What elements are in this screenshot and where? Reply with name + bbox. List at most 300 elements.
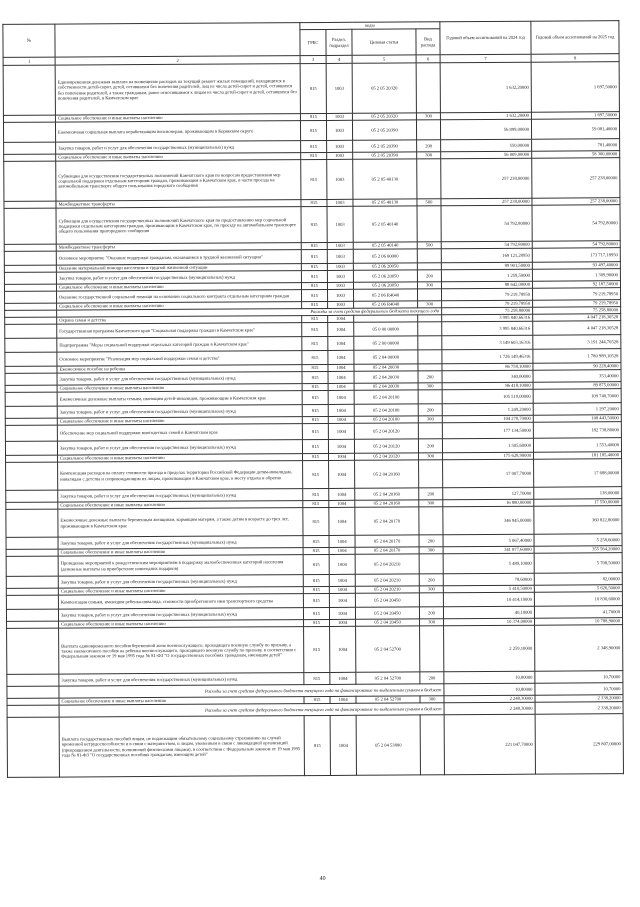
cell-amount-2025: 182 738,80000 <box>533 422 621 439</box>
cell-name: Государственная программа Камчатского края "Социальная поддержка граждан в Камчатском крае" <box>57 323 302 338</box>
header-celevaya: Целевая статья <box>352 29 416 55</box>
cell-name: Ежемесячное пособие на ребенка <box>57 365 302 373</box>
cell-razdel: 1003 <box>327 206 353 242</box>
cell-grbs: 815 <box>302 439 328 453</box>
cell-razdel: 1004 <box>329 460 355 488</box>
cell-amount-2024: 89 901,50000 <box>441 262 532 270</box>
cell-name: Закупка товаров, работ и услуг для обеспечения государственных (муниципальных) нужд <box>57 440 302 455</box>
cell-amount-2025: 5 258,60000 <box>534 534 622 547</box>
header-year-2025: Годовой объем ассигнований на 2025 год <box>531 21 619 55</box>
cell-vid: 200 <box>417 140 441 152</box>
cell-num <box>7 717 59 777</box>
cell-name: Ежемесячные денежные выплаты беременным женщинам, кормящим матерям, а также детям в возрасте до трех лет, проживающим в Камчатском крае <box>58 508 303 537</box>
cell-name: Основное мероприятие "Реализация мер социальной поддержки семьи и детства" <box>57 351 302 366</box>
cell-razdel: 1004 <box>329 488 355 500</box>
header-codes-group: коды <box>300 22 440 30</box>
cell-celevaya: 05 0 00 00000 <box>354 322 418 336</box>
cell-razdel: 1004 <box>329 453 355 460</box>
cell-razdel: 1003 <box>327 282 353 289</box>
cell-grbs: 815 <box>302 289 328 301</box>
cell-razdel: 1003 <box>326 113 352 120</box>
cell-num <box>5 352 57 366</box>
table-header <box>3 21 619 66</box>
cell-razdel: 1003 <box>327 270 353 282</box>
cell-grbs: 815 <box>301 242 327 249</box>
cell-num <box>5 338 57 352</box>
cell-amount-2024: 3 149 603,16316 <box>442 335 533 350</box>
colnum-6: 6 <box>416 55 440 63</box>
cell-celevaya: 05 2 05 20390 <box>352 120 416 140</box>
cell-razdel: 1004 <box>329 547 355 554</box>
table-row <box>3 62 619 116</box>
cell-amount-2025: 79 219,78950 <box>533 288 621 301</box>
table-body <box>3 62 623 778</box>
cell-amount-2024: 1 726 149,46316 <box>442 349 533 364</box>
cell-name: Социальное обеспечение и иные выплаты населению <box>58 501 303 509</box>
cell-vid <box>418 322 442 336</box>
cell-celevaya: 05 2 04 20100 <box>354 404 418 416</box>
cell-razdel: 1004 <box>330 619 356 626</box>
cell-amount-2024: 1 632,20000 <box>440 112 531 120</box>
cell-name: Закупка товаров, работ и услуг для обеспечения государственных (муниципальных) нужд <box>58 608 303 621</box>
cell-grbs: 815 <box>303 554 329 574</box>
cell-vid <box>418 390 442 404</box>
cell-celevaya: 05 2 05 20390 <box>353 140 417 152</box>
cell-name: Ежемесячная социальная выплата неработающим пенсионерам, проживающим в Корякском округе <box>55 121 300 142</box>
cell-vid: 300 <box>417 152 441 159</box>
cell-grbs: 815 <box>300 113 326 120</box>
cell-name: Оказание государственной социальной помощи на основании социального контракта отдельным категориям граждан <box>57 290 302 303</box>
cell-name: Социальное обеспечение и иные выплаты населению <box>57 384 302 392</box>
cell-grbs: 815 <box>301 159 327 199</box>
cell-name: Социальное обеспечение и иные выплаты населению <box>55 114 300 122</box>
cell-grbs: 815 <box>301 263 327 270</box>
cell-razdel: 1004 <box>330 672 356 684</box>
cell-amount-2025: 10 830,60000 <box>534 592 622 607</box>
cell-name: Межбюджетные трансферты <box>56 243 301 251</box>
header-razdel: Раздел, подраздел <box>326 29 352 55</box>
cell-num <box>4 208 56 244</box>
cell-razdel: 1004 <box>329 535 355 547</box>
cell-amount-2025: 90 228,40000 <box>533 363 621 371</box>
cell-amount-2024: 10 414,10000 <box>443 592 534 607</box>
cell-vid: 300 <box>417 282 441 289</box>
cell-grbs: 815 <box>303 460 329 488</box>
cell-celevaya: 05 2 05 40140 <box>353 206 417 242</box>
table-row <box>6 459 622 491</box>
cell-amount-2025: 82,00000 <box>534 573 622 586</box>
cell-num <box>4 161 56 201</box>
cell-grbs: 815 <box>304 626 330 672</box>
cell-grbs: 815 <box>301 199 327 206</box>
table-row <box>7 714 623 778</box>
cell-amount-2025: 5 626,50000 <box>534 585 622 593</box>
cell-amount-2024: 341 877,60000 <box>443 546 534 554</box>
cell-razdel: 1004 <box>328 322 354 336</box>
cell-name: Закупка товаров, работ и услуг для обеспечения государственных (муниципальных) нужд <box>56 271 301 284</box>
cell-amount-2025: 92 187,50000 <box>532 281 620 289</box>
cell-celevaya: 05 2 04 20210 <box>355 554 419 574</box>
cell-amount-2025: 4 047 218,30528 <box>533 314 621 322</box>
cell-razdel: 1004 <box>329 593 355 607</box>
cell-name: Компенсация семьям, имеющим ребенка-инвалида, стоимости приобретенного ими транспортного средства <box>58 594 303 609</box>
cell-celevaya: 05 2 04 20030 <box>354 364 418 371</box>
header-name <box>55 23 300 57</box>
cell-amount-2025: 109 740,70000 <box>533 389 621 404</box>
cell-grbs: 815 <box>300 63 326 113</box>
cell-grbs: 815 <box>300 120 326 140</box>
cell-razdel: 1003 <box>327 242 353 249</box>
cell-razdel: 1004 <box>328 390 354 404</box>
cell-vid: 500 <box>417 199 441 206</box>
cell-name: Закупка товаров, работ и услуг для обеспечения государственных (муниципальных) нужд <box>58 575 303 588</box>
cell-vid: 300 <box>419 500 443 507</box>
cell-vid: 200 <box>418 439 442 453</box>
cell-grbs: 815 <box>302 423 328 439</box>
cell-grbs: 815 <box>302 383 328 390</box>
cell-vid <box>416 63 440 113</box>
table-row <box>6 506 622 538</box>
cell-amount-2024: 17 007,70000 <box>443 459 534 488</box>
cell-vid <box>417 206 441 242</box>
cell-num <box>5 392 57 406</box>
cell-num <box>6 609 58 621</box>
cell-name: Оказание материальной помощи населению в трудной жизненной ситуации <box>56 264 301 272</box>
cell-celevaya: 05 2 05 40130 <box>353 199 417 206</box>
cell-vid: 200 <box>419 607 443 619</box>
cell-num <box>4 272 56 284</box>
cell-razdel: 1003 <box>327 152 353 159</box>
cell-note-text: Расходы за счет средств федерального бюджета текущего года на финансирование по выделенным суммам в бюджет <box>59 703 444 717</box>
cell-grbs: 815 <box>303 607 329 619</box>
cell-amount-2024: 257 238,00000 <box>441 158 532 199</box>
cell-amount-2025: 75 258,80000 <box>533 307 621 315</box>
cell-amount-2024: 5 410,50000 <box>443 585 534 593</box>
cell-name: Ежемесячные денежные выплаты семьям, имеющим детей-инвалидов, проживающим в Камчатском крае <box>57 391 302 406</box>
cell-amount-2024: 86 418,10000 <box>442 382 533 390</box>
cell-num <box>3 122 55 142</box>
cell-amount-2025: 10 788,90000 <box>535 618 623 626</box>
cell-num <box>4 142 56 154</box>
cell-razdel: 1004 <box>328 416 354 423</box>
cell-amount-2024: 79 219,78950 <box>442 300 533 308</box>
cell-grbs: 815 <box>302 404 328 416</box>
cell-grbs: 815 <box>302 322 328 336</box>
cell-name: Проведение мероприятий к рождественским мероприятиям в поддержку малообеспеченных категорий населения (денежные выплаты на приобретение новогодних подарков) <box>58 555 303 576</box>
cell-grbs: 815 <box>302 336 328 350</box>
cell-razdel: 1003 <box>328 289 354 301</box>
cell-amount-2024: 257 238,00000 <box>441 198 532 206</box>
cell-celevaya: 05 2 00 00000 <box>354 336 418 350</box>
colnum-8: 8 <box>531 54 619 63</box>
cell-name: Социальное обеспечение и иные выплаты населению <box>59 620 304 628</box>
cell-amount-2025: 58 300,00000 <box>532 151 620 159</box>
cell-amount-2025: 93 497,40000 <box>532 262 620 270</box>
cell-celevaya: 05 2 04 20450 <box>355 593 419 607</box>
cell-num <box>5 441 57 455</box>
cell-razdel: 1003 <box>327 159 353 199</box>
cell-grbs: 815 <box>302 371 328 383</box>
cell-razdel: 1003 <box>327 263 353 270</box>
cell-amount-2025: 2 348,90000 <box>535 625 623 672</box>
cell-amount-2025: 1 309,90000 <box>532 269 620 282</box>
cell-amount-2025: 781,40000 <box>532 139 620 152</box>
cell-vid <box>417 249 441 263</box>
cell-amount-2024: 1 259,50000 <box>441 269 532 282</box>
cell-razdel: 1004 <box>330 715 356 775</box>
cell-celevaya: 05 2 04 20170 <box>355 507 419 535</box>
cell-amount-2024: 346 945,00000 <box>443 506 534 535</box>
cell-celevaya: 05 2 04 00000 <box>354 350 418 364</box>
cell-amount-2025: 41,70000 <box>534 606 622 619</box>
cell-vid <box>419 507 443 535</box>
cell-amount-2025: 181 185,40000 <box>534 452 622 460</box>
cell-grbs: 815 <box>301 152 327 159</box>
cell-vid: 200 <box>419 535 443 547</box>
cell-amount-2025: 10,70000 <box>535 671 623 684</box>
cell-grbs: 815 <box>304 715 330 775</box>
cell-celevaya: 05 2 04 52700 <box>356 626 420 672</box>
cell-num <box>7 705 59 717</box>
cell-grbs: 815 <box>303 507 329 535</box>
table-row <box>7 625 623 675</box>
cell-celevaya: 05 2 04 20450 <box>355 607 419 619</box>
cell-vid: 300 <box>420 619 444 626</box>
cell-vid: 300 <box>416 113 440 120</box>
cell-amount-2025: 229 807,00000 <box>535 714 623 775</box>
cell-amount-2024: 169 121,28950 <box>441 248 532 263</box>
cell-amount-2024: 221 047,70000 <box>444 714 535 775</box>
cell-amount-2024: 3 995 840,66316 <box>442 314 533 322</box>
colnum-3: 3 <box>300 55 326 63</box>
cell-grbs: 815 <box>303 453 329 460</box>
cell-amount-2025: 59 081,40000 <box>531 119 619 140</box>
cell-celevaya: 05 2 04 53800 <box>356 715 420 775</box>
cell-num <box>5 425 57 441</box>
cell-amount-2024: 3 995 840,66316 <box>442 321 533 336</box>
cell-name: Единовременная денежная выплата на возмещение расходов на текущий ремонт жилых помещений, находящихся в собственности детей-сирот, детей, оставшихся без попечения родителей, лиц из числа детей-сирот и детей, оставшихся без попечения родителей, а также гражданам, ранее относившимся к лицам из числа детей-сирот и детей, оставшихся без попечения родителей, в Камчатском крае <box>55 64 300 115</box>
cell-amount-2024: 1 249,20000 <box>442 403 533 416</box>
cell-grbs: 815 <box>304 696 330 703</box>
cell-razdel: 1004 <box>329 574 355 586</box>
cell-amount-2024: 175 628,90000 <box>443 452 534 460</box>
cell-celevaya: 05 2 04 52700 <box>356 696 420 703</box>
cell-razdel: 1004 <box>329 500 355 507</box>
table-row <box>4 205 620 245</box>
cell-grbs: 815 <box>302 364 328 371</box>
cell-name: Закупка товаров, работ и услуг для обеспечения государственных (муниципальных) нужд <box>58 489 303 502</box>
cell-amount-2024: 10,80000 <box>444 671 535 684</box>
cell-celevaya: 05 2 05 40140 <box>353 242 417 249</box>
cell-amount-2025: 353,40000 <box>533 370 621 383</box>
cell-name: Субвенции для осуществления государственных полномочий Камчатского края по предоставлению мер социальной поддержки отдельным категориям граждан, проживающим в Камчатском крае, по проезду на автомобильном транспорте общего пользования пригородного сообщения <box>56 207 301 244</box>
cell-celevaya: 05 2 04 20030 <box>354 383 418 390</box>
cell-num <box>5 406 57 418</box>
cell-grbs: 815 <box>301 140 327 152</box>
cell-num <box>5 291 57 303</box>
cell-vid: 300 <box>418 416 442 423</box>
cell-name: Выплата единовременного пособия беременной жене военнослужащего, проходящего военную службу по призыву, а также ежемесячного пособия на ребенка военнослужащего, проходящего военную службу по призыву, в соответствии с Федеральным законом от 19 мая 1995 года № 81-ФЗ "О государственных пособиях гражданам, имеющим детей" <box>59 627 304 674</box>
budget-table <box>2 20 624 778</box>
cell-amount-2024: 54 792,80000 <box>441 241 532 249</box>
cell-amount-2025: 1 553,40000 <box>533 438 621 453</box>
cell-grbs: 815 <box>301 206 327 242</box>
cell-num <box>6 490 58 502</box>
cell-razdel: 1004 <box>328 404 354 416</box>
cell-amount-2024: 16 880,00000 <box>443 499 534 507</box>
cell-num <box>6 576 58 588</box>
cell-celevaya: 05 2 05 20390 <box>353 152 417 159</box>
cell-vid <box>419 460 443 488</box>
cell-amount-2024: 56 899,00000 <box>441 119 532 140</box>
cell-razdel: 1004 <box>328 350 354 364</box>
cell-num <box>7 686 59 698</box>
cell-amount-2025: 17 550,00000 <box>534 499 622 507</box>
cell-amount-2025: 2 338,20000 <box>535 695 623 703</box>
cell-num <box>5 324 57 338</box>
cell-celevaya: 05 2 06 00000 <box>353 249 417 263</box>
cell-name: Закупка товаров, работ и услуг для обеспечения государственных (муниципальных) нужд <box>58 536 303 549</box>
cell-name: Социальное обеспечение и иные выплаты населению <box>58 587 303 595</box>
cell-grbs: 815 <box>302 350 328 364</box>
cell-num <box>7 628 59 674</box>
colnum-2: 2 <box>55 56 300 65</box>
cell-amount-2025: 257 238,00000 <box>532 198 620 206</box>
cell-name: Социальное обеспечение и иные выплаты населению <box>56 153 301 161</box>
cell-vid <box>419 554 443 574</box>
cell-num <box>3 65 55 115</box>
cell-num <box>6 595 58 609</box>
cell-vid <box>418 350 442 364</box>
cell-name: Социальное обеспечение и иные выплаты населению <box>57 302 302 310</box>
cell-amount-2025: 138,00000 <box>534 487 622 500</box>
cell-razdel: 1004 <box>328 423 354 439</box>
cell-amount-2024: 550,00000 <box>441 139 532 152</box>
cell-grbs: 815 <box>303 574 329 586</box>
header-grbs: ГРБС <box>300 29 326 55</box>
cell-num <box>6 509 58 537</box>
cell-amount-2025: 1 697,50000 <box>531 112 619 120</box>
table-row <box>4 158 620 202</box>
cell-amount-2025: 257 238,00000 <box>532 158 620 199</box>
cell-razdel: 1003 <box>326 120 352 140</box>
cell-grbs: 815 <box>301 249 327 263</box>
cell-amount-2024: 1 505,60000 <box>442 438 533 453</box>
cell-vid: 300 <box>418 301 442 308</box>
cell-razdel: 1003 <box>326 63 352 113</box>
cell-amount-2024: 86 758,10000 <box>442 363 533 371</box>
cell-vid: 300 <box>420 696 444 703</box>
cell-celevaya: 05 2 04 20170 <box>355 535 419 547</box>
cell-grbs: 815 <box>301 270 327 282</box>
cell-num <box>6 462 58 490</box>
cell-razdel: 1004 <box>328 439 354 453</box>
cell-grbs: 815 <box>304 672 330 684</box>
cell-razdel: 1003 <box>328 301 354 308</box>
cell-amount-2025: 17 688,00000 <box>534 459 622 488</box>
cell-vid <box>417 159 441 199</box>
cell-name: Социальное обеспечение и иные выплаты населению <box>57 417 302 425</box>
cell-name: Закупка товаров, работ и услуг для обеспечения государственных (муниципальных) нужд <box>56 141 301 154</box>
cell-razdel: 1004 <box>328 315 354 322</box>
cell-name: Выплата государственных пособий лицам, не подлежащим обязательному социальному страхованию на случай временной нетрудоспособности и в связи с материнством, и лицам, уволенным в связи с ликвидацией организаций (прекращением деятельности, полномочий физическими лицами), в соответствии с Федеральным законом от 19 мая 1995 года № 81-ФЗ "О государственных пособиях гражданам, имеющим детей" <box>59 716 304 777</box>
cell-name: Социальное обеспечение и иные выплаты населению <box>59 697 304 705</box>
cell-amount-2025: 79 219,78950 <box>533 300 621 308</box>
cell-razdel: 1003 <box>327 140 353 152</box>
cell-amount-2024: 56 009,00000 <box>441 151 532 159</box>
cell-num <box>6 537 58 549</box>
cell-celevaya: 05 2 05 40130 <box>353 159 417 199</box>
cell-celevaya: 05 2 04 20160 <box>355 500 419 507</box>
cell-razdel: 1003 <box>327 199 353 206</box>
cell-celevaya: 05 2 04 20160 <box>355 460 419 488</box>
cell-celevaya: 05 2 04 20100 <box>354 416 418 423</box>
cell-razdel: 1004 <box>328 383 354 390</box>
cell-razdel: 1004 <box>329 586 355 593</box>
cell-amount-2024: 127,70000 <box>443 487 534 500</box>
cell-celevaya: 05 2 04 20210 <box>355 586 419 593</box>
cell-vid: 200 <box>418 404 442 416</box>
cell-celevaya: 05 2 04 20030 <box>354 371 418 383</box>
cell-name: Подпрограмма "Меры социальной поддержки отдельных категорий граждан в Камчатском крае" <box>57 337 302 352</box>
cell-amount-2025: 89 875,00000 <box>533 382 621 390</box>
colnum-7: 7 <box>440 54 531 63</box>
cell-name: Социальное обеспечение и иные выплаты населению <box>58 454 303 462</box>
cell-vid <box>418 423 442 439</box>
header-year-2024: Годовой объем ассигнований на 2024 год <box>440 21 531 55</box>
cell-amount-2024: 5 067,40000 <box>443 534 534 547</box>
cell-amount-2025: 54 792,80000 <box>532 241 620 249</box>
cell-celevaya: 05 2 05 20320 <box>352 63 416 113</box>
cell-amount-2024: 105 519,00000 <box>442 389 533 404</box>
cell-grbs: 815 <box>302 315 328 322</box>
cell-celevaya: 05 2 05 20320 <box>352 113 416 120</box>
cell-celevaya: 05 2 06 20050 <box>353 282 417 289</box>
cell-name: Закупка товаров, работ и услуг для обеспечения государственных (муниципальных) нужд <box>57 372 302 385</box>
cell-amount-2024: 177 134,50000 <box>442 422 533 439</box>
cell-amount-2025: 360 822,80000 <box>534 506 622 535</box>
cell-num <box>4 251 56 265</box>
cell-razdel: 1004 <box>329 554 355 574</box>
cell-vid: 200 <box>418 371 442 383</box>
cell-amount-2025: 5 708,50000 <box>534 553 622 574</box>
cell-note-text: Расходы за счет средств федерального бюджета текущего года на финансирование по выделенным суммам в бюджет <box>59 684 444 698</box>
cell-razdel: 1004 <box>328 371 354 383</box>
cell-name: Компенсация расходов на оплату стоимости проезда в пределах территории Российской Федерации детям-инвалидам, инвалидам с детства и сопровождающим их лицам, проживающим в Камчатском крае, к месту отдыха и обратно <box>58 461 303 490</box>
cell-amount-2024: 10 374,00000 <box>444 618 535 626</box>
cell-vid: 300 <box>418 383 442 390</box>
cell-name: Основное мероприятие "Оказание поддержки гражданам, оказавшимся в трудной жизненной ситуации" <box>56 250 301 265</box>
cell-amount-2025: 54 792,80000 <box>532 205 620 242</box>
cell-vid <box>420 715 444 775</box>
cell-razdel: 1004 <box>329 607 355 619</box>
cell-name: Охрана семьи и детства <box>57 316 302 324</box>
cell-amount-2025: 4 047 218,30528 <box>533 321 621 336</box>
cell-celevaya: 05 2 04 20100 <box>354 390 418 404</box>
cell-amount-2024: 1 632,20000 <box>440 62 531 113</box>
cell-vid: 300 <box>419 547 443 554</box>
cell-amount-2025: 3 191 244,70528 <box>533 335 621 350</box>
cell-amount-2024: 104 270,70000 <box>442 415 533 423</box>
cell-razdel: 1004 <box>330 696 356 703</box>
cell-name: Обеспечение мер социальной поддержки многодетных семей в Камчатском крае <box>57 424 302 441</box>
cell-celevaya: 05 2 06 R4040 <box>354 289 418 301</box>
cell-amount-2024: 79 219,78950 <box>442 288 533 301</box>
cell-razdel: 1004 <box>330 626 356 672</box>
cell-vid <box>419 593 443 607</box>
cell-amount-2024: 10,80000 <box>444 683 535 696</box>
cell-razdel: 1004 <box>329 507 355 535</box>
